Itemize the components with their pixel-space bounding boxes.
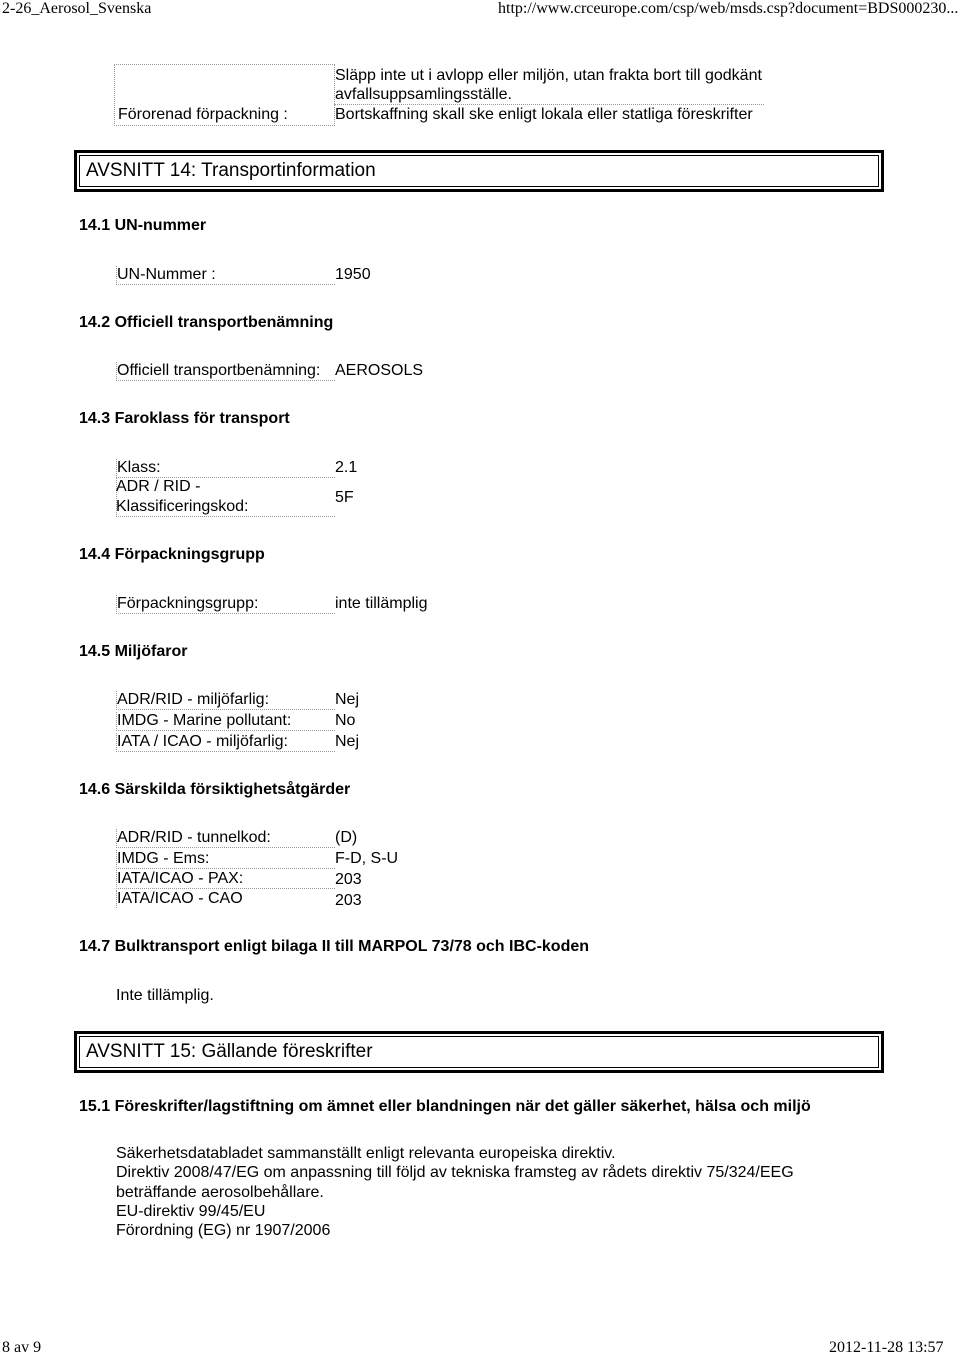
- env-hazard-value: No: [335, 712, 356, 729]
- env-hazard-label: IATA / ICAO - miljöfarlig:: [116, 733, 335, 752]
- regulation-line: Säkerhetsdatabladet sammanställt enligt relevanta europeiska direktiv.: [116, 1145, 616, 1162]
- heading-14-2: 14.2 Officiell transportbenämning: [79, 314, 334, 331]
- heading-14-5: 14.5 Miljöfaror: [79, 643, 188, 660]
- disposal-line-2: avfallsuppsamlingsställe.: [335, 86, 512, 103]
- env-hazard-value: Nej: [335, 733, 360, 750]
- env-hazard-label: IMDG - Marine pollutant:: [116, 712, 335, 731]
- classification-code-label-line-1: ADR / RID -: [116, 478, 201, 495]
- precaution-label: IMDG - Ems:: [116, 850, 335, 869]
- classification-code-value: 5F: [335, 489, 354, 506]
- env-hazard-value: Nej: [335, 691, 360, 708]
- env-hazard-label: ADR/RID - miljöfarlig:: [116, 691, 335, 710]
- shipping-name-value: AEROSOLS: [335, 362, 424, 379]
- section-15-title-box: [74, 1031, 884, 1073]
- regulation-line: Direktiv 2008/47/EG om anpassning till följd av tekniska framsteg av rådets direktiv 75/324/EEG: [116, 1164, 794, 1181]
- regulation-line: EU-direktiv 99/45/EU: [116, 1203, 266, 1220]
- section-14-title-box: [74, 150, 884, 192]
- bulk-transport-text: Inte tillämplig.: [116, 987, 214, 1004]
- packing-group-label: Förpackningsgrupp:: [116, 595, 335, 614]
- class-label: Klass:: [116, 459, 335, 478]
- precaution-label: IATA/ICAO - PAX:: [116, 870, 335, 889]
- regulation-line: Förordning (EG) nr 1907/2006: [116, 1222, 331, 1239]
- heading-14-6: 14.6 Särskilda försiktighetsåtgärder: [79, 781, 351, 798]
- contaminated-packaging-value: Bortskaffning skall ske enligt lokala eller statliga föreskrifter: [335, 106, 753, 123]
- precaution-value: (D): [335, 829, 358, 846]
- precaution-label: ADR/RID - tunnelkod:: [116, 829, 335, 848]
- section-15-title: AVSNITT 15: Gällande föreskrifter: [79, 1036, 879, 1068]
- heading-14-7: 14.7 Bulktransport enligt bilaga II till MARPOL 73/78 och IBC-koden: [79, 938, 590, 955]
- un-number-value: 1950: [335, 266, 371, 283]
- precaution-value: 203: [335, 871, 362, 888]
- precaution-value: F-D, S-U: [335, 850, 399, 867]
- contaminated-packaging-label: Förorenad förpackning :: [118, 106, 288, 123]
- un-number-label: UN-Nummer :: [116, 266, 335, 285]
- section-14-title: AVSNITT 14: Transportinformation: [79, 155, 879, 187]
- print-footer-page: 8 av 9: [2, 1339, 42, 1356]
- shipping-name-label: Officiell transportbenämning:: [116, 362, 335, 381]
- heading-14-1: 14.1 UN-nummer: [79, 217, 207, 234]
- heading-15-1: 15.1 Föreskrifter/lagstiftning om ämnet eller blandningen när det gäller säkerhet, hälsa och miljö: [79, 1098, 811, 1115]
- disposal-row-divider: [334, 104, 764, 105]
- class-value: 2.1: [335, 459, 358, 476]
- packing-group-value: inte tillämplig: [335, 595, 428, 612]
- print-header-title: 2-26_Aerosol_Svenska: [2, 0, 152, 17]
- precaution-label: IATA/ICAO - CAO: [116, 890, 335, 908]
- print-footer-datetime: 2012-11-28 13:57: [829, 1339, 944, 1356]
- precaution-value: 203: [335, 892, 362, 909]
- print-header-url: http://www.crceurope.com/csp/web/msds.csp?document=BDS000230...: [498, 0, 959, 17]
- classification-code-label-line-2: Klassificeringskod:: [116, 498, 249, 515]
- heading-14-3: 14.3 Faroklass för transport: [79, 410, 290, 427]
- disposal-line-1: Släpp inte ut i avlopp eller miljön, utan frakta bort till godkänt: [335, 67, 762, 84]
- regulation-line: beträffande aerosolbehållare.: [116, 1184, 324, 1201]
- heading-14-4: 14.4 Förpackningsgrupp: [79, 546, 265, 563]
